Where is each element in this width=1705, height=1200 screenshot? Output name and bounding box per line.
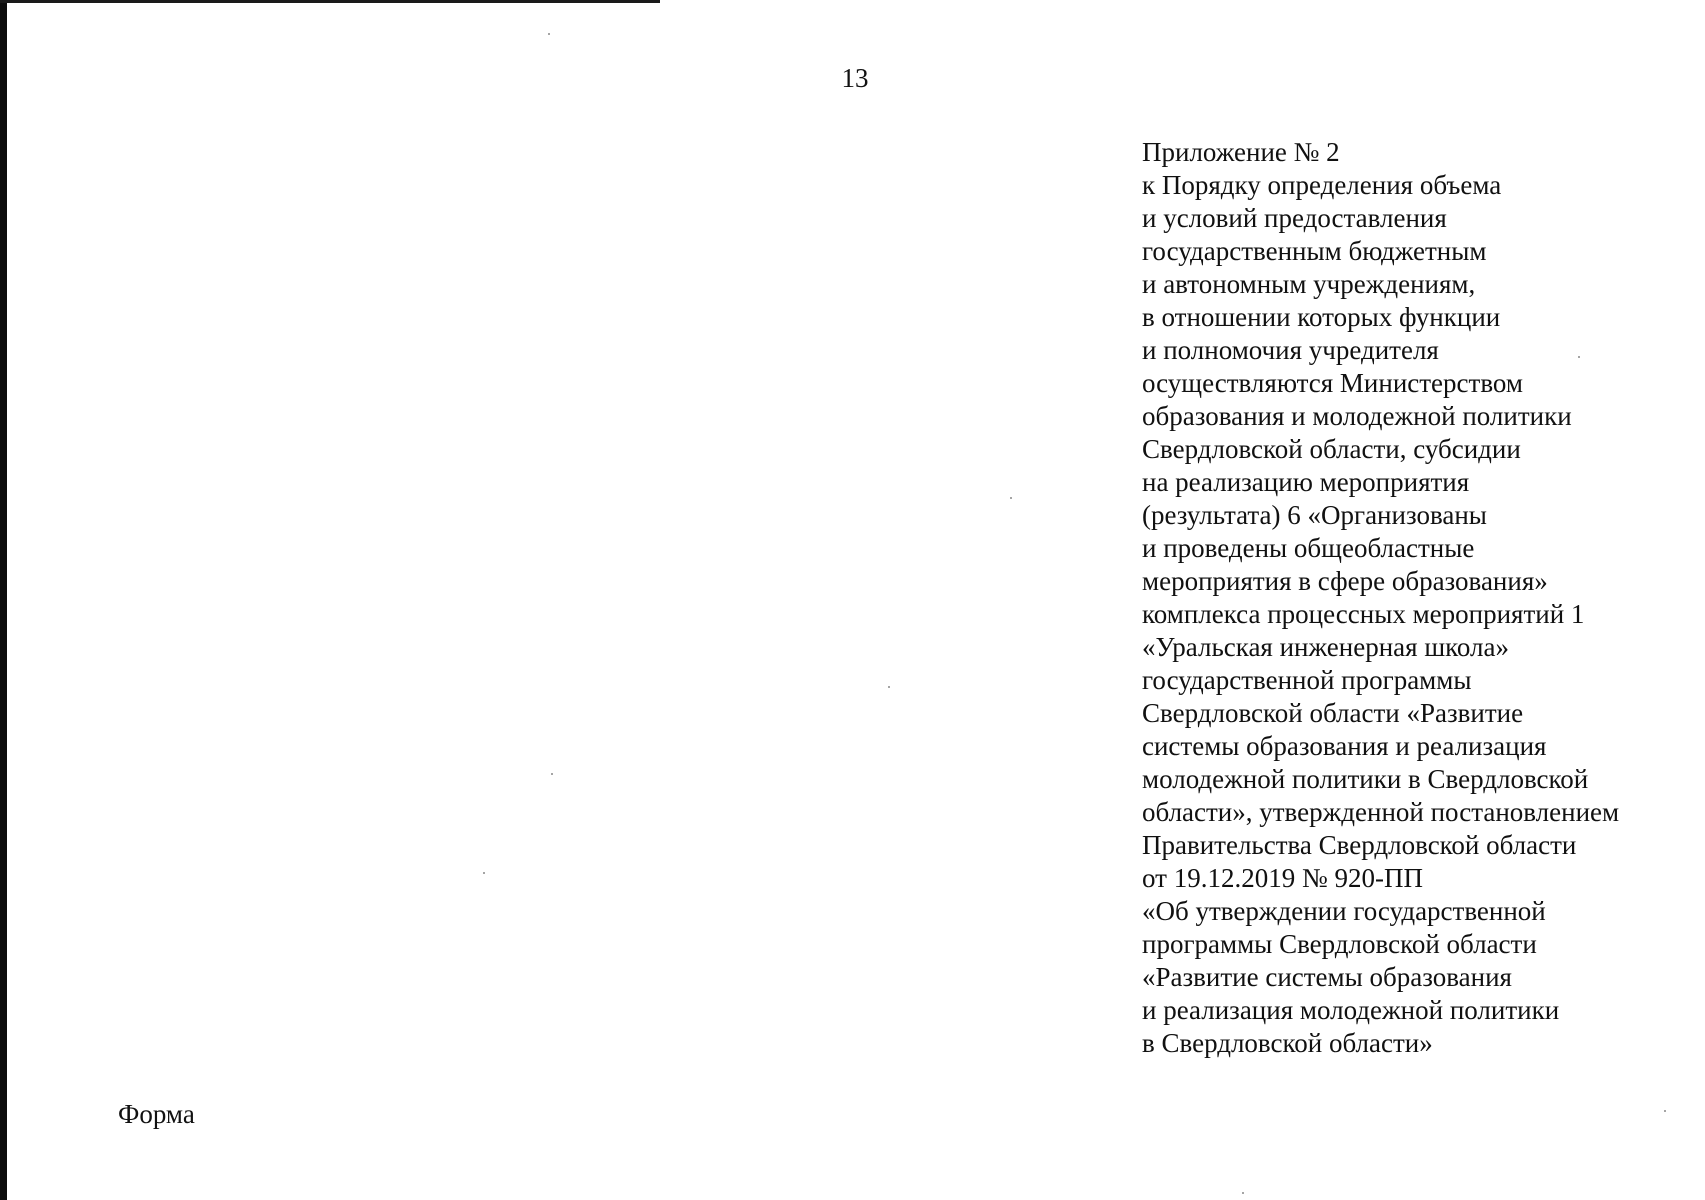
appendix-line: осуществляются Министерством bbox=[1142, 368, 1523, 398]
appendix-line: «Уральская инженерная школа» bbox=[1142, 632, 1509, 662]
appendix-line: «Об утверждении государственной bbox=[1142, 896, 1546, 926]
scan-speck bbox=[1664, 1110, 1666, 1112]
appendix-line: области», утвержденной постановлением bbox=[1142, 797, 1620, 827]
appendix-line: к Порядку определения объема bbox=[1142, 170, 1502, 200]
appendix-line: программы Свердловской области bbox=[1142, 929, 1537, 959]
page-number: 13 bbox=[841, 63, 869, 93]
scan-speck bbox=[1242, 1192, 1244, 1194]
appendix-line: и условий предоставления bbox=[1142, 203, 1447, 233]
appendix-line: и проведены общеобластные bbox=[1142, 533, 1475, 563]
appendix-line: в отношении которых функции bbox=[1142, 302, 1501, 332]
appendix-line: государственным бюджетным bbox=[1142, 236, 1487, 266]
appendix-line: Правительства Свердловской области bbox=[1142, 830, 1577, 860]
scan-speck bbox=[888, 686, 890, 688]
appendix-line: от 19.12.2019 № 920-ПП bbox=[1142, 863, 1423, 893]
scan-speck bbox=[1010, 497, 1012, 499]
scan-edge-top bbox=[0, 0, 660, 3]
appendix-line: на реализацию мероприятия bbox=[1142, 467, 1470, 497]
scan-speck bbox=[1578, 356, 1580, 358]
scan-speck bbox=[548, 33, 550, 35]
appendix-line: и полномочия учредителя bbox=[1142, 335, 1439, 365]
appendix-line: Приложение № 2 bbox=[1142, 137, 1340, 167]
appendix-line: образования и молодежной политики bbox=[1142, 401, 1572, 431]
appendix-line: системы образования и реализация bbox=[1142, 731, 1547, 761]
scan-speck bbox=[551, 773, 553, 775]
appendix-line: (результата) 6 «Организованы bbox=[1142, 500, 1487, 530]
scan-edge-left bbox=[0, 0, 7, 1200]
appendix-line: комплекса процессных мероприятий 1 bbox=[1142, 599, 1585, 629]
appendix-line: молодежной политики в Свердловской bbox=[1142, 764, 1589, 794]
appendix-line: мероприятия в сфере образования» bbox=[1142, 566, 1548, 596]
scan-speck bbox=[483, 872, 485, 874]
appendix-line: и автономным учреждениям, bbox=[1142, 269, 1476, 299]
appendix-line: «Развитие системы образования bbox=[1142, 962, 1512, 992]
form-label: Форма bbox=[118, 1099, 195, 1129]
appendix-line: Свердловской области, субсидии bbox=[1142, 434, 1521, 464]
appendix-line: и реализация молодежной политики bbox=[1142, 995, 1560, 1025]
appendix-line: государственной программы bbox=[1142, 665, 1472, 695]
appendix-header-block bbox=[1142, 136, 1702, 1060]
appendix-line: в Свердловской области» bbox=[1142, 1028, 1433, 1058]
appendix-line: Свердловской области «Развитие bbox=[1142, 698, 1524, 728]
